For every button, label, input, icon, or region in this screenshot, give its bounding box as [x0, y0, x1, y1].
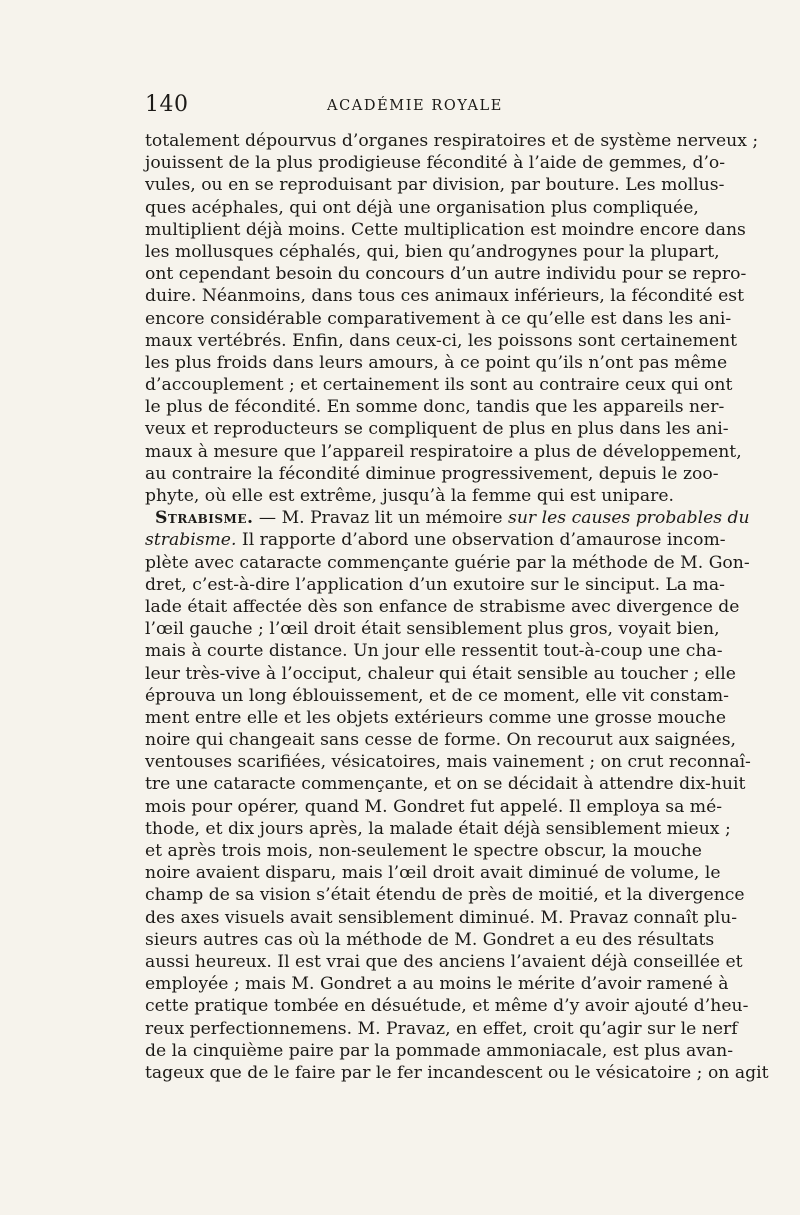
text-line: duire. Néanmoins, dans tous ces animaux inférieurs, la fécondité est [145, 286, 744, 307]
text-line [145, 507, 750, 529]
text-line: et après trois mois, non-seulement le spectre obscur, la mouche [145, 841, 702, 861]
text-line: encore considérable comparativement à ce qu’elle est dans les ani- [145, 308, 732, 329]
page-header [145, 92, 660, 122]
text-line: d’accouplement ; et certainement ils sont au contraire ceux qui ont [145, 375, 733, 396]
memoir-title-cont: strabisme. [145, 530, 237, 551]
text-line: ont cependant besoin du concours d’un autre individu pour se repro- [145, 264, 747, 285]
paragraph-zoology [145, 130, 759, 507]
memoir-title: sur les causes probables du [508, 508, 750, 529]
text-line: leur très-vive à l’occiput, chaleur qui était sensible au toucher ; elle [145, 663, 736, 684]
text-line: de la cinquième paire par la pommade ammoniacale, est plus avan- [145, 1040, 734, 1061]
text-line: éprouva un long éblouissement, et de ce moment, elle vit constam- [145, 685, 729, 706]
text-line: lade était affectée dès son enfance de strabisme avec divergence de [145, 596, 740, 617]
text-line: dret, c’est-à-dire l’application d’un exutoire sur le sinciput. La ma- [145, 574, 725, 595]
body-text [145, 130, 769, 1084]
text-line: ques acéphales, qui ont déjà une organisation plus compliquée, [145, 197, 699, 218]
text-line: des axes visuels avait sensiblement diminué. M. Pravaz connaît plu- [145, 907, 738, 928]
text-line: reux perfectionnemens. M. Pravaz, en effet, croit qu’agir sur le nerf [145, 1018, 738, 1039]
text-line: vules, ou en se reproduisant par division, par bouture. Les mollus- [145, 175, 725, 196]
text-line: noire qui changeait sans cesse de forme. On recourut aux saignées, [145, 730, 736, 751]
text-line: tageux que de le faire par le fer incandescent ou le vésicatoire ; on agit [145, 1062, 769, 1083]
text-line: plète avec cataracte commençante guérie par la méthode de M. Gon- [145, 552, 750, 573]
text-line: phyte, où elle est extrême, jusqu’à la femme qui est unipare. [145, 486, 674, 506]
text-line: le plus de fécondité. En somme donc, tandis que les appareils ner- [145, 397, 725, 418]
text-line: l’œil gauche ; l’œil droit était sensiblement plus gros, voyait bien, [145, 619, 720, 640]
text-line: jouissent de la plus prodigieuse fécondité à l’aide de gemmes, d’o- [145, 153, 726, 174]
paragraph-strabisme [145, 507, 769, 1084]
text-line: maux à mesure que l’appareil respiratoire a plus de développement, [145, 441, 742, 462]
text-line [145, 529, 726, 551]
text-line: employée ; mais M. Gondret a au moins le mérite d’avoir ramené à [145, 974, 729, 995]
section-heading: Strabisme. [155, 508, 254, 529]
text-line: au contraire la fécondité diminue progressivement, depuis le zoo- [145, 463, 719, 484]
text-line: maux vertébrés. Enfin, dans ceux-ci, les poissons sont certainement [145, 330, 737, 351]
text-line: mois pour opérer, quand M. Gondret fut appelé. Il employa sa mé- [145, 796, 723, 817]
text-line: ment entre elle et les objets extérieurs comme une grosse mouche [145, 707, 727, 728]
text-line: totalement dépourvus d’organes respiratoires et de système nerveux ; [145, 131, 759, 151]
text-line: cette pratique tombée en désuétude, et même d’y avoir ajouté d’heu- [145, 996, 749, 1017]
page-number: 140 [145, 92, 189, 117]
heading-dash: — M. Pravaz lit un mémoire [253, 508, 509, 529]
running-head: ACADÉMIE ROYALE [327, 98, 503, 114]
text-line: noire avaient disparu, mais l’œil droit avait diminué de volume, le [145, 863, 721, 884]
text-line-rest: Il rapporte d’abord une observation d’amaurose incom- [236, 530, 726, 551]
text-line: veux et reproducteurs se compliquent de plus en plus dans les ani- [145, 419, 729, 440]
text-line: aussi heureux. Il est vrai que des anciens l’avaient déjà conseillée et [145, 951, 743, 972]
text-line: sieurs autres cas où la méthode de M. Gondret a eu des résultats [145, 929, 715, 950]
text-line: mais à courte distance. Un jour elle ressentit tout-à-coup une cha- [145, 641, 723, 662]
text-line: thode, et dix jours après, la malade était déjà sensiblement mieux ; [145, 818, 731, 839]
text-line: ventouses scarifiées, vésicatoires, mais vainement ; on crut reconnaî- [145, 752, 751, 773]
text-line: les mollusques céphalés, qui, bien qu’androgynes pour la plupart, [145, 241, 720, 262]
text-line: tre une cataracte commençante, et on se décidait à attendre dix-huit [145, 774, 746, 795]
text-line: les plus froids dans leurs amours, à ce point qu’ils n’ont pas même [145, 352, 728, 373]
text-line: champ de sa vision s’était étendu de près de moitié, et la divergence [145, 885, 745, 906]
text-line: multiplient déjà moins. Cette multiplication est moindre encore dans [145, 219, 746, 240]
